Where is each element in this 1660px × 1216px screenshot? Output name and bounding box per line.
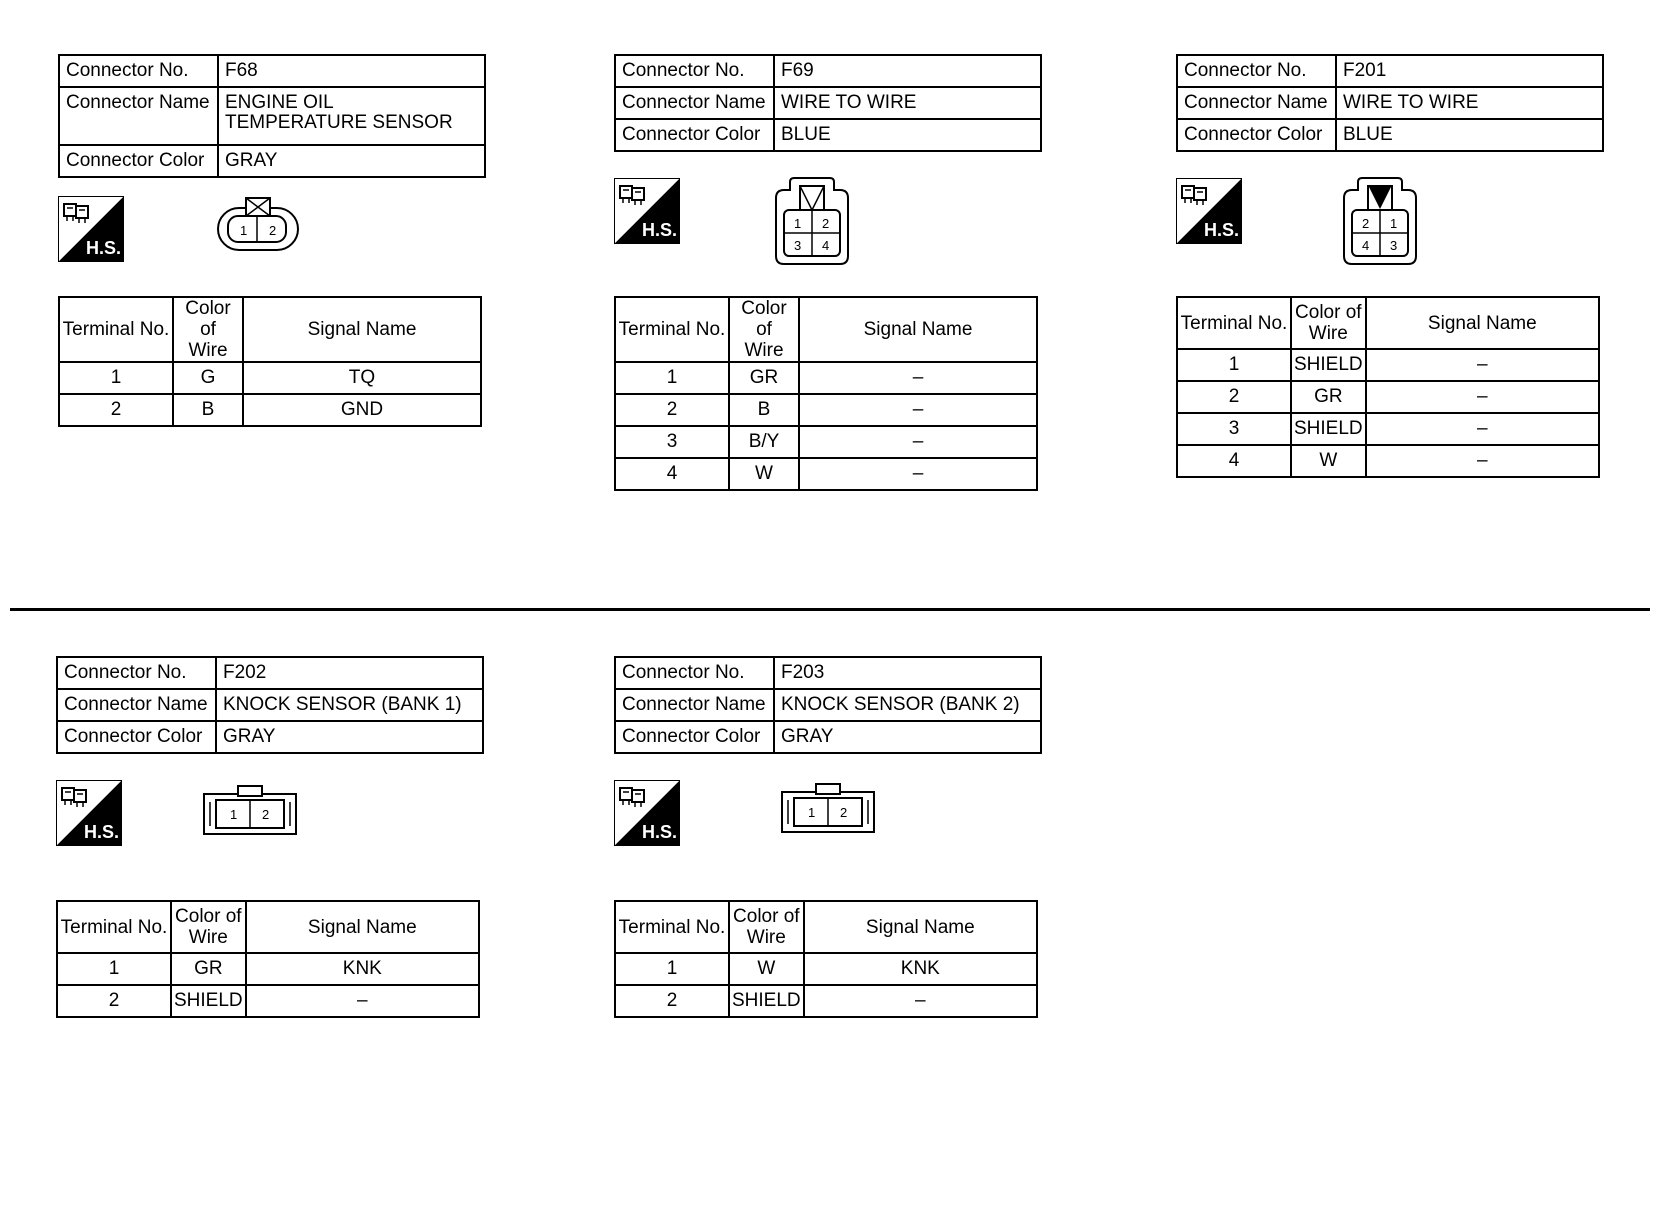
terminal-cell: 2 [57,985,171,1017]
wire-color-cell: B/Y [729,426,799,458]
signal-name-cell: – [799,426,1037,458]
connector-color-value: BLUE [1336,119,1603,151]
header-terminal-no: Terminal No. [57,901,171,953]
terminal-table [56,900,480,1018]
table-row [59,394,481,426]
wire-color-cell: SHIELD [1291,349,1366,381]
hs-badge-text: H.S. [642,220,678,240]
terminal-cell: 1 [57,953,171,985]
label-connector-no: Connector No. [615,657,774,689]
table-row [1177,445,1599,477]
wire-color-cell: SHIELD [729,985,804,1017]
pin-label: 2 [822,216,830,231]
table-row [57,985,479,1017]
connector-info-table [614,54,1042,152]
label-connector-color: Connector Color [1177,119,1336,151]
header-color-of-wire: Color of Wire [173,297,243,362]
label-connector-no: Connector No. [1177,55,1336,87]
signal-name-cell: – [804,985,1037,1017]
connector-2pin-rect-icon [780,780,880,840]
table-row [57,953,479,985]
label-connector-color: Connector Color [615,119,774,151]
pin-label: 4 [1362,238,1370,253]
header-signal-name: Signal Name [246,901,479,953]
terminal-table [614,900,1038,1018]
signal-name-cell: – [799,458,1037,490]
signal-name-cell: GND [243,394,481,426]
terminal-cell: 1 [615,953,729,985]
table-row [615,953,1037,985]
terminal-table [614,296,1038,491]
wire-color-cell: B [173,394,243,426]
pin-label: 1 [240,223,248,238]
signal-name-cell: – [1366,413,1599,445]
connector-2pin-rect-icon [202,782,302,842]
label-connector-name: Connector Name [1177,87,1336,119]
hs-badge-text: H.S. [86,238,122,258]
signal-name-cell: – [1366,381,1599,413]
wire-color-cell: SHIELD [1291,413,1366,445]
pin-label: 4 [822,238,830,253]
pin-label: 3 [794,238,802,253]
pin-label: 2 [269,223,277,238]
section-divider [10,608,1650,611]
header-signal-name: Signal Name [804,901,1037,953]
table-row [615,394,1037,426]
table-row [615,458,1037,490]
label-connector-name: Connector Name [615,87,774,119]
terminal-cell: 2 [59,394,173,426]
connector-color-value: GRAY [218,145,485,177]
label-connector-no: Connector No. [57,657,216,689]
wire-color-cell: B [729,394,799,426]
connector-color-value: GRAY [216,721,483,753]
wire-color-cell: G [173,362,243,394]
wire-color-cell: W [729,953,804,985]
wire-color-cell: W [1291,445,1366,477]
label-connector-color: Connector Color [57,721,216,753]
pin-label: 2 [1362,216,1370,231]
connector-info-table [56,656,484,754]
header-color-of-wire: Color of Wire [1291,297,1366,349]
hs-badge-text: H.S. [84,822,120,842]
pin-label: 1 [808,805,816,820]
terminal-cell: 4 [615,458,729,490]
signal-name-cell: – [799,394,1037,426]
header-terminal-no: Terminal No. [59,297,173,362]
signal-name-cell: – [246,985,479,1017]
header-color-of-wire: Color of Wire [729,901,804,953]
label-connector-name: Connector Name [615,689,774,721]
terminal-cell: 2 [615,985,729,1017]
label-connector-name: Connector Name [57,689,216,721]
connector-name-value: KNOCK SENSOR (BANK 1) [216,689,483,721]
connector-name-value: WIRE TO WIRE [774,87,1041,119]
wire-color-cell: W [729,458,799,490]
header-signal-name: Signal Name [243,297,481,362]
pin-label: 1 [794,216,802,231]
connector-no-value: F201 [1336,55,1603,87]
signal-name-cell: – [1366,445,1599,477]
connector-no-value: F68 [218,55,485,87]
signal-name-cell: KNK [246,953,479,985]
connector-4pin-icon [1342,176,1424,268]
connector-info-table [58,54,486,178]
header-terminal-no: Terminal No. [1177,297,1291,349]
connector-name-value [218,87,485,145]
wire-color-cell: SHIELD [171,985,246,1017]
table-row [1177,381,1599,413]
connector-name-value: WIRE TO WIRE [1336,87,1603,119]
connector-color-value: BLUE [774,119,1041,151]
hs-badge-text: H.S. [1204,220,1240,240]
label-connector-name: Connector Name [59,87,218,145]
hs-badge-icon [1176,178,1242,244]
header-color-of-wire: Color of Wire [729,297,799,362]
header-signal-name: Signal Name [1366,297,1599,349]
table-row [615,362,1037,394]
label-connector-color: Connector Color [59,145,218,177]
terminal-table [1176,296,1600,478]
pin-label: 2 [262,807,270,822]
connector-no-value: F69 [774,55,1041,87]
wire-color-cell: GR [729,362,799,394]
terminal-cell: 1 [1177,349,1291,381]
connector-no-value: F203 [774,657,1041,689]
connector-info-table [614,656,1042,754]
connector-color-value: GRAY [774,721,1041,753]
label-connector-no: Connector No. [615,55,774,87]
signal-name-cell: TQ [243,362,481,394]
pin-label: 3 [1390,238,1398,253]
header-color-of-wire: Color of Wire [171,901,246,953]
terminal-cell: 2 [1177,381,1291,413]
pin-label: 1 [1390,216,1398,231]
terminal-cell: 1 [615,362,729,394]
terminal-cell: 2 [615,394,729,426]
hs-badge-icon [614,178,680,244]
table-row [615,985,1037,1017]
pin-label: 2 [840,805,848,820]
connector-name-line-1: ENGINE OIL [225,92,334,113]
header-signal-name: Signal Name [799,297,1037,362]
connector-no-value: F202 [216,657,483,689]
signal-name-cell: – [1366,349,1599,381]
terminal-cell: 1 [59,362,173,394]
label-connector-color: Connector Color [615,721,774,753]
connector-name-value: KNOCK SENSOR (BANK 2) [774,689,1041,721]
wire-color-cell: GR [1291,381,1366,413]
wire-color-cell: GR [171,953,246,985]
connector-4pin-icon [774,176,856,268]
table-row [1177,349,1599,381]
table-row [1177,413,1599,445]
terminal-cell: 3 [615,426,729,458]
table-row [615,426,1037,458]
terminal-cell: 3 [1177,413,1291,445]
terminal-table [58,296,482,427]
header-terminal-no: Terminal No. [615,297,729,362]
signal-name-cell: – [799,362,1037,394]
hs-badge-icon [58,196,124,262]
connector-name-line-2: TEMPERATURE SENSOR [225,112,453,133]
table-row [59,362,481,394]
hs-badge-text: H.S. [642,822,678,842]
terminal-cell: 4 [1177,445,1291,477]
connector-2pin-oval-icon [216,196,306,256]
label-connector-no: Connector No. [59,55,218,87]
connector-info-table [1176,54,1604,152]
hs-badge-icon [56,780,122,846]
signal-name-cell: KNK [804,953,1037,985]
hs-badge-icon [614,780,680,846]
pin-label: 1 [230,807,238,822]
header-terminal-no: Terminal No. [615,901,729,953]
